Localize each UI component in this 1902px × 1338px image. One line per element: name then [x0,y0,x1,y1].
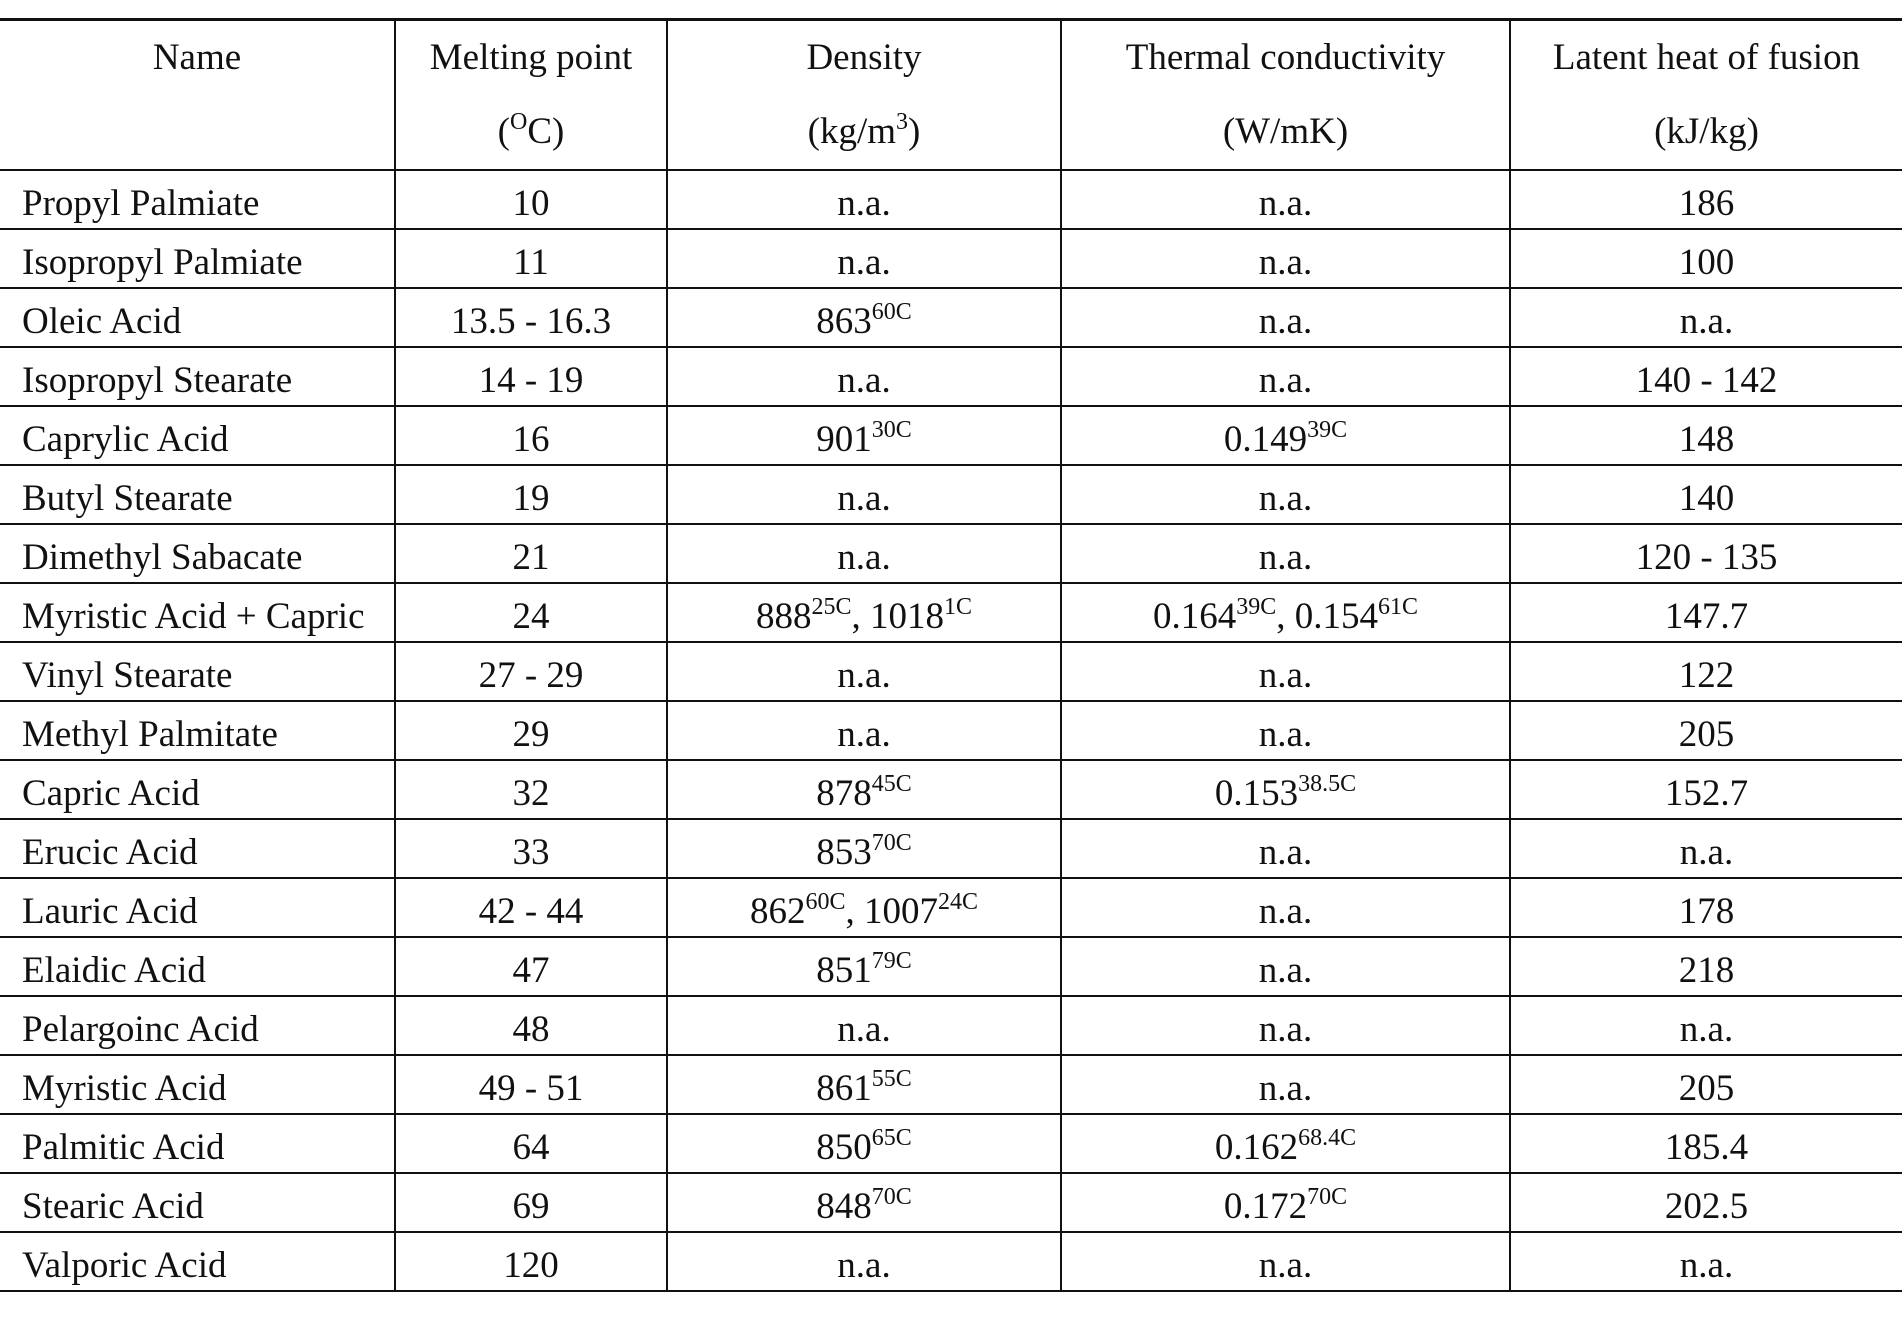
header-thermal-conductivity: Thermal conductivity (W/mK) [1061,20,1510,171]
cell-thermal-conductivity: $0.164^{39C}$, $0.154^{61C}$ [1061,583,1510,642]
cell-name: Dimethyl Sabacate [0,524,395,583]
header-name: Name [0,20,395,171]
header-melting-point: Melting point ($^O$C) [395,20,667,171]
cell-melting-point: 27 - 29 [395,642,667,701]
cell-name: Erucic Acid [0,819,395,878]
temperature-note: 39C [1236,594,1277,620]
temperature-note: 68.4C [1298,1125,1357,1151]
value: n.a. [837,1245,891,1286]
cell-density [667,229,1061,288]
cell-melting-point: 16 [395,406,667,465]
value: 901 [816,419,872,460]
cell-latent-heat: n.a. [1510,819,1902,878]
cell-density [667,642,1061,701]
table-row [0,1055,1902,1114]
temperature-note: 55C [871,1066,912,1092]
cell-name: Myristic Acid + Capric [0,583,395,642]
value: 1007 [864,891,938,932]
value: n.a. [1258,714,1313,755]
cell-latent-heat: 122 [1510,642,1902,701]
temperature-note: 30C [871,417,912,443]
cell-melting-point: 14 - 19 [395,347,667,406]
temperature-note: 60C [805,889,846,915]
value: n.a. [1258,360,1313,401]
cell-latent-heat: n.a. [1510,288,1902,347]
cell-melting-point: 42 - 44 [395,878,667,937]
cell-density [667,819,1061,878]
cell-latent-heat: 120 - 135 [1510,524,1902,583]
value: n.a. [1258,183,1313,224]
cell-latent-heat: 202.5 [1510,1173,1902,1232]
temperature-note: 1C [944,594,973,620]
table-row [0,406,1902,465]
value: n.a. [1258,537,1313,578]
value: n.a. [1258,1068,1313,1109]
temperature-note: 25C [811,594,852,620]
cell-latent-heat: 100 [1510,229,1902,288]
value: 851 [816,950,872,991]
cell-thermal-conductivity [1061,288,1510,347]
table-row [0,937,1902,996]
value: 1018 [870,596,944,637]
cell-thermal-conductivity [1061,642,1510,701]
cell-melting-point: 10 [395,170,667,229]
cell-density: $888^{25C}$, $1018^{1C}$ [667,583,1061,642]
cell-thermal-conductivity [1061,170,1510,229]
header-density-unit: $(kg/m^3)$ [807,109,921,152]
header-density: Density $(kg/m^3)$ [667,20,1061,171]
table-row [0,347,1902,406]
cell-thermal-conductivity [1061,1114,1510,1173]
value: 0.164 [1152,596,1237,637]
cell-density [667,524,1061,583]
value: 862 [749,891,806,932]
cell-thermal-conductivity [1061,465,1510,524]
value: n.a. [837,478,891,519]
value: n.a. [1258,301,1313,342]
cell-latent-heat: 185.4 [1510,1114,1902,1173]
cell-thermal-conductivity [1061,1055,1510,1114]
header-row [0,20,1902,171]
cell-density [667,288,1061,347]
value: n.a. [837,242,891,283]
cell-melting-point: 24 [395,583,667,642]
temperature-note: 70C [871,1184,912,1210]
cell-density [667,996,1061,1055]
value: n.a. [1258,478,1313,519]
cell-density [667,347,1061,406]
value: 888 [755,596,812,637]
table-body [0,170,1902,1291]
table-row [0,996,1902,1055]
cell-thermal-conductivity [1061,229,1510,288]
cell-melting-point: 69 [395,1173,667,1232]
temperature-note: 39C [1307,417,1348,443]
value: 850 [816,1127,872,1168]
cell-density: $862^{60C}$, $1007^{24C}$ [667,878,1061,937]
cell-melting-point: 48 [395,996,667,1055]
cell-name: Elaidic Acid [0,937,395,996]
value: 0.162 [1214,1127,1299,1168]
value: 853 [816,832,872,873]
cell-name: Palmitic Acid [0,1114,395,1173]
cell-name: Stearic Acid [0,1173,395,1232]
cell-thermal-conductivity [1061,347,1510,406]
cell-latent-heat: n.a. [1510,996,1902,1055]
cell-name: Capric Acid [0,760,395,819]
cell-density [667,465,1061,524]
header-melting-point-unit: ($^O$C) [497,109,565,152]
pcm-properties-table [0,18,1902,1292]
value: n.a. [1258,1245,1313,1286]
cell-name: Isopropyl Palmiate [0,229,395,288]
cell-name: Caprylic Acid [0,406,395,465]
cell-melting-point: 49 - 51 [395,1055,667,1114]
value: n.a. [837,714,891,755]
value: n.a. [1258,832,1313,873]
table-row [0,465,1902,524]
value: n.a. [1258,655,1313,696]
value: n.a. [1258,242,1313,283]
cell-name: Butyl Stearate [0,465,395,524]
cell-density [667,170,1061,229]
cell-melting-point: 120 [395,1232,667,1291]
cell-thermal-conductivity [1061,937,1510,996]
cell-name: Myristic Acid [0,1055,395,1114]
table-row [0,1232,1902,1291]
cell-latent-heat: 205 [1510,701,1902,760]
cell-melting-point: 21 [395,524,667,583]
table-row [0,760,1902,819]
cell-latent-heat: 140 - 142 [1510,347,1902,406]
cell-latent-heat: 218 [1510,937,1902,996]
temperature-note: 24C [938,889,979,915]
value: n.a. [1258,891,1313,932]
cell-melting-point: 13.5 - 16.3 [395,288,667,347]
value: n.a. [1258,1009,1313,1050]
cell-name: Methyl Palmitate [0,701,395,760]
cell-name: Propyl Palmiate [0,170,395,229]
value: 878 [816,773,872,814]
cell-melting-point: 33 [395,819,667,878]
temperature-note: 65C [871,1125,912,1151]
cell-density [667,937,1061,996]
value: 861 [816,1068,872,1109]
cell-density [667,1173,1061,1232]
cell-name: Pelargoinc Acid [0,996,395,1055]
table-row [0,878,1902,937]
cell-thermal-conductivity [1061,819,1510,878]
cell-name: Lauric Acid [0,878,395,937]
value: n.a. [837,360,891,401]
temperature-note: 70C [871,830,912,856]
value: n.a. [837,537,891,578]
temperature-note: 70C [1307,1184,1348,1210]
temperature-note: 45C [871,771,912,797]
cell-latent-heat: 186 [1510,170,1902,229]
value: 0.149 [1223,419,1308,460]
cell-latent-heat: 140 [1510,465,1902,524]
cell-melting-point: 32 [395,760,667,819]
cell-melting-point: 47 [395,937,667,996]
cell-thermal-conductivity [1061,524,1510,583]
cell-density [667,760,1061,819]
temperature-note: 79C [871,948,912,974]
table-row [0,642,1902,701]
cell-thermal-conductivity [1061,701,1510,760]
header-latent-heat: Latent heat of fusion (kJ/kg) [1510,20,1902,171]
cell-density [667,1055,1061,1114]
cell-thermal-conductivity [1061,996,1510,1055]
cell-melting-point: 29 [395,701,667,760]
table-row [0,1114,1902,1173]
table-row [0,229,1902,288]
cell-latent-heat: 152.7 [1510,760,1902,819]
cell-density [667,701,1061,760]
cell-latent-heat: 205 [1510,1055,1902,1114]
value: 863 [816,301,872,342]
cell-latent-heat: 147.7 [1510,583,1902,642]
table-row [0,583,1902,642]
value: 0.172 [1223,1186,1308,1227]
cell-melting-point: 19 [395,465,667,524]
temperature-note: 60C [871,299,912,325]
cell-latent-heat: 178 [1510,878,1902,937]
table-row [0,288,1902,347]
cell-thermal-conductivity [1061,760,1510,819]
cell-melting-point: 64 [395,1114,667,1173]
cell-thermal-conductivity [1061,1173,1510,1232]
table-row [0,701,1902,760]
cell-density [667,406,1061,465]
cell-thermal-conductivity [1061,1232,1510,1291]
table-row [0,819,1902,878]
value: n.a. [837,183,891,224]
value: n.a. [837,1009,891,1050]
value: n.a. [837,655,891,696]
cell-density [667,1114,1061,1173]
value: 0.153 [1214,773,1299,814]
cell-name: Oleic Acid [0,288,395,347]
cell-density [667,1232,1061,1291]
temperature-note: 61C [1378,594,1419,620]
value: 0.154 [1294,596,1378,637]
temperature-note: 38.5C [1298,771,1357,797]
cell-name: Vinyl Stearate [0,642,395,701]
cell-melting-point: 11 [395,229,667,288]
table-row [0,1173,1902,1232]
cell-thermal-conductivity [1061,406,1510,465]
cell-name: Isopropyl Stearate [0,347,395,406]
cell-thermal-conductivity [1061,878,1510,937]
cell-latent-heat: 148 [1510,406,1902,465]
cell-latent-heat: n.a. [1510,1232,1902,1291]
table-row [0,524,1902,583]
cell-name: Valporic Acid [0,1232,395,1291]
value: n.a. [1258,950,1313,991]
value: 848 [816,1186,872,1227]
table-row [0,170,1902,229]
